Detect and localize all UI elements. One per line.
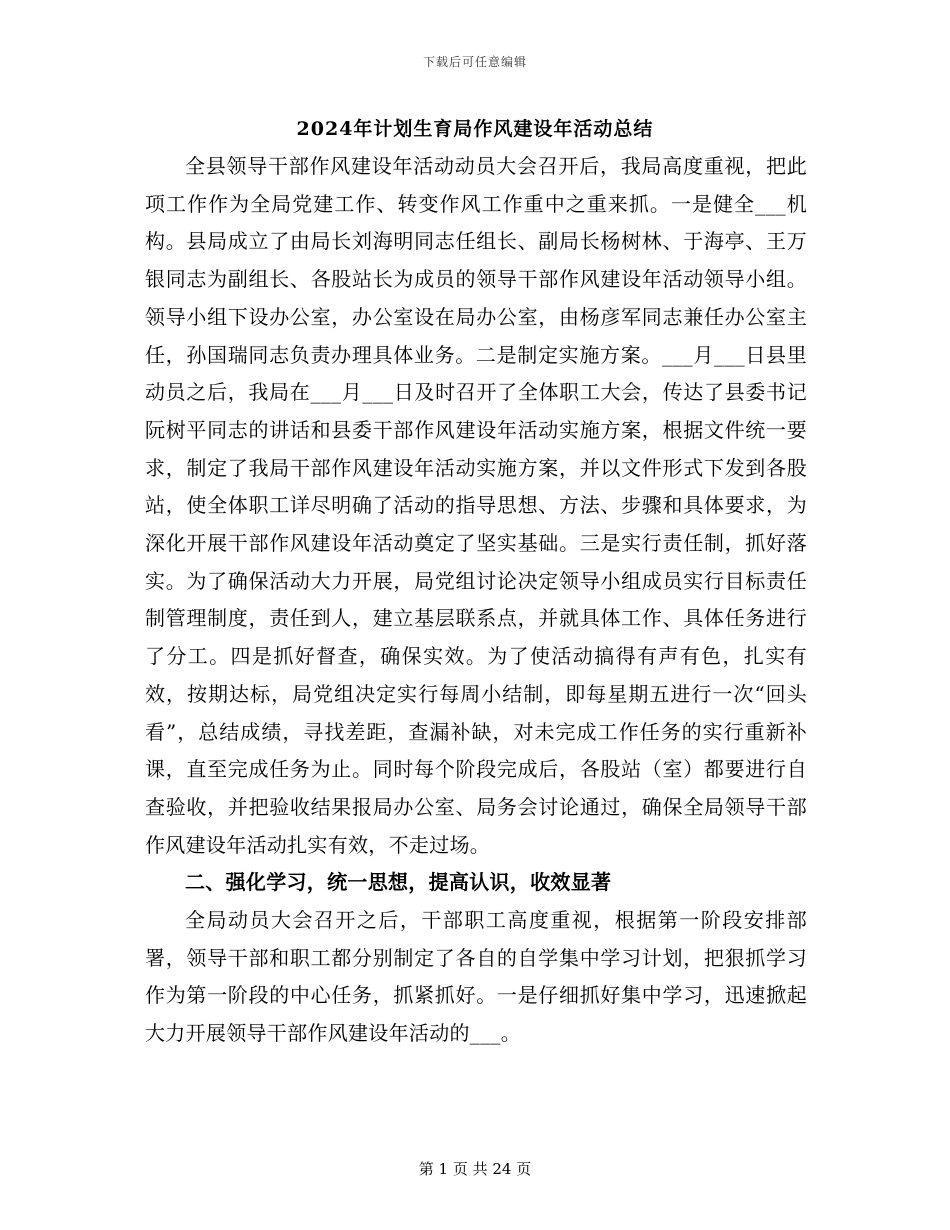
section-heading-2: 二、强化学习，统一思想，提高认识，收效显著 [185,870,612,895]
page-number-footer: 第 1 页 共 24 页 [418,1160,532,1178]
paragraph-1: 全县领导干部作风建设年活动动员大会召开后，我局高度重视，把此项工作作为全局党建工作、转变作风工作重中之重来抓。一是健全___机构。县局成立了由局长刘海明同志任组长、副局长杨树林、于海亭、王万银同志为副组长、各股站长为成员的领导干部作风建设年活动领导小组。领导小组下设办公室，办公室设在局办公室，由杨彦军同志兼任办公室主任，孙国瑞同志负责办理具体业务。二是制定实施方案。___月___日县里动员之后，我局在___月___日及时召开了全体职工大会，传达了县委书记阮树平同志的讲话和县委干部作风建设年活动实施方案，根据文件统一要求，制定了我局干部作风建设年活动实施方案，并以文件形式下发到各股站，使全体职工详尽明确了活动的指导思想、方法、步骤和具体要求，为深化开展干部作风建设年活动奠定了坚实基础。三是实行责任制，抓好落实。为了确保活动大力开展，局党组讨论决定领导小组成员实行目标责任制管理制度，责任到人，建立基层联系点，并就具体工作、具体任务进行了分工。四是抓好督查，确保实效。为了使活动搞得有声有色，扎实有效，按期达标，局党组决定实行每周小结制，即每星期五进行一次“回头看”，总结成绩，寻找差距，查漏补缺，对未完成工作任务的实行重新补课，直至完成任务为止。同时每个阶段完成后，各股站（室）都要进行自查验收，并把验收结果报局办公室、局务会讨论通过，确保全局领导干部作风建设年活动扎实有效，不走过场。 [145,154,807,857]
document-body [145,148,807,1053]
header-note: 下载后可任意编辑 [422,55,527,69]
document-title: 2024年计划生育局作风建设年活动总结 [296,118,654,140]
paragraph-2: 全局动员大会召开之后，干部职工高度重视，根据第一阶段安排部署，领导干部和职工都分别制定了各自的自学集中学习计划，把狠抓学习作为第一阶段的中心任务，抓紧抓好。一是仔细抓好集中学习，迅速掀起大力开展领导干部作风建设年活动的___。 [145,908,807,1046]
